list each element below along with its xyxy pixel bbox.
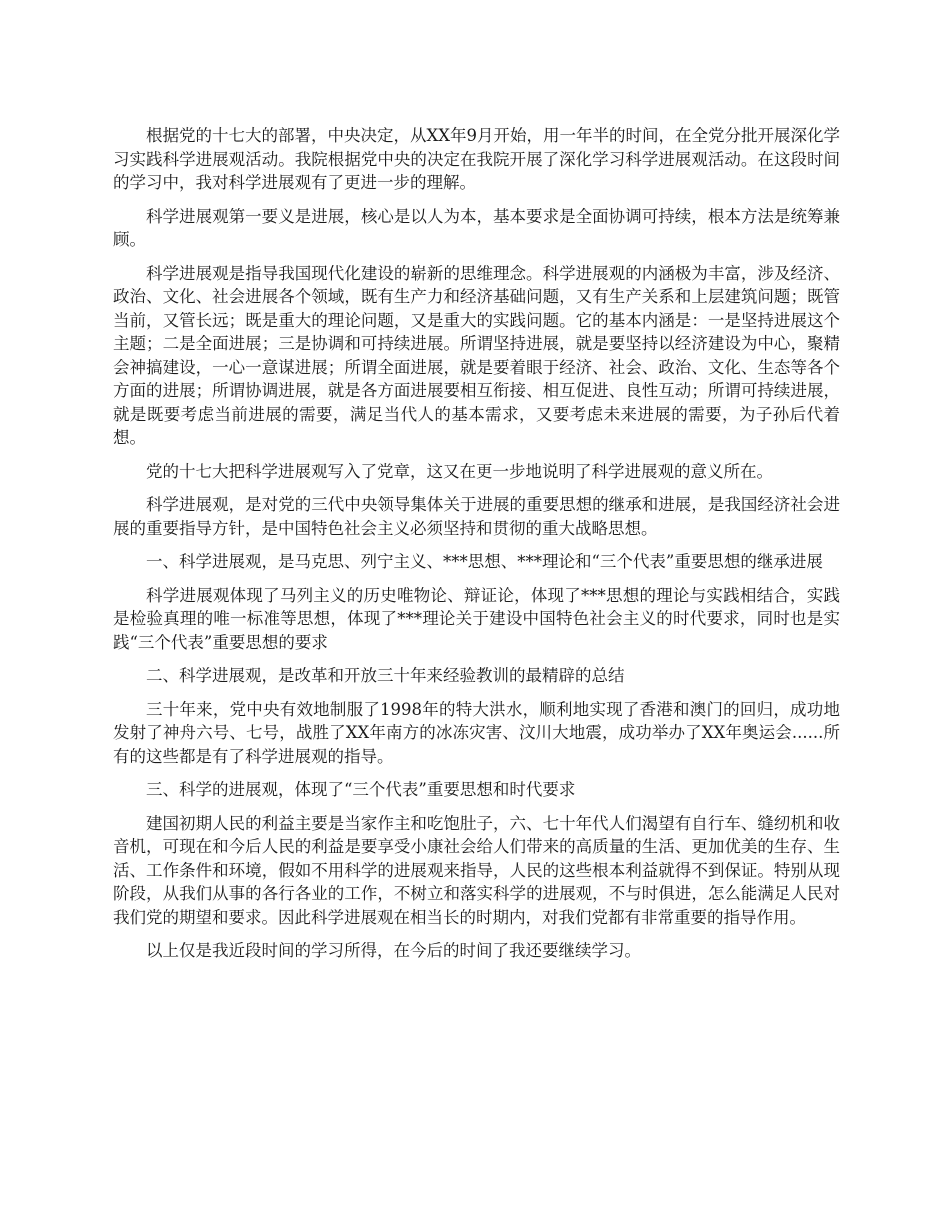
paragraph-significance: 科学进展观，是对党的三代中央领导集体关于进展的重要思想的继承和进展，是我国经济社会进展的重要指导方针，是中国特色社会主义必须坚持和贯彻的重大战略思想。 <box>113 495 840 538</box>
paragraph-core-meaning: 科学进展观第一要义是进展，核心是以人为本，基本要求是全面协调可持续，根本方法是统筹兼顾。 <box>113 206 840 249</box>
paragraph-intro: 根据党的十七大的部署，中央决定，从XX年9月开始，用一年半的时间，在全党分批开展深化学习实践科学进展观活动。我院根据党中央的决定在我院开展了深化学习科学进展观活动。在这段时间的学习中，我对科学进展观有了更进一步的理解。 <box>113 126 840 192</box>
section-heading-2: 二、科学进展观，是改革和开放三十年来经验教训的最精辟的总结 <box>146 666 625 685</box>
section-heading-1: 一、科学进展观，是马克思、列宁主义、***思想、***理论和“三个代表”重要思想的继承进展 <box>146 552 823 571</box>
paragraph-conclusion: 以上仅是我近段时间的学习所得，在今后的时间了我还要继续学习。 <box>146 941 641 960</box>
section-heading-3: 三、科学的进展观，体现了“三个代表”重要思想和时代要求 <box>146 780 576 799</box>
paragraph-section-3: 建国初期人民的利益主要是当家作主和吃饱肚子，六、七十年代人们渴望有自行车、缝纫机和收音机，可现在和今后人民的利益是要享受小康社会给人们带来的高质量的生活、更加优美的生存、生活、工作条件和环境，假如不用科学的进展观来指导，人民的这些根本利益就得不到保证。特别从现阶段，从我们从事的各行各业的工作，不树立和落实科学的进展观，不与时俱进，怎么能满足人民对我们党的期望和要求。因此科学进展观在相当长的时期内，对我们党都有非常重要的指导作用。 <box>113 813 840 927</box>
paragraph-party-constitution: 党的十七大把科学进展观写入了党章，这又在更一步地说明了科学进展观的意义所在。 <box>146 461 773 481</box>
document-body <box>113 124 840 973</box>
paragraph-section-2: 三十年来，党中央有效地制服了1998年的特大洪水，顺利地实现了香港和澳门的回归，成功地发射了神舟六号、七号，战胜了XX年南方的冰冻灾害、汶川大地震，成功举办了XX年奥运会......所有的这些都是有了科学进展观的指导。 <box>113 699 840 766</box>
paragraph-section-1: 科学进展观体现了马列主义的历史唯物论、辩证论，体现了***思想的理论与实践相结合，实践是检验真理的唯一标准等思想，体现了***理论关于建设中国特色社会主义的时代要求，同时也是实践“三个代表”重要思想的要求 <box>113 585 840 652</box>
paragraph-connotation: 科学进展观是指导我国现代化建设的崭新的思维理念。科学进展观的内涵极为丰富，涉及经济、政治、文化、社会进展各个领域，既有生产力和经济基础问题，又有生产关系和上层建筑问题；既管当前，又管长远；既是重大的理论问题，又是重大的实践问题。它的基本内涵是：一是坚持进展这个主题；二是全面进展；三是协调和可持续进展。所谓坚持进展，就是要坚持以经济建设为中心，聚精会神搞建设，一心一意谋进展；所谓全面进展，就是要着眼于经济、社会、政治、文化、生态等各个方面的进展；所谓协调进展，就是各方面进展要相互衔接、相互促进、良性互动；所谓可持续进展，就是既要考虑当前进展的需要，满足当代人的基本需求，又要考虑未来进展的需要，为子孙后代着想。 <box>113 263 840 447</box>
